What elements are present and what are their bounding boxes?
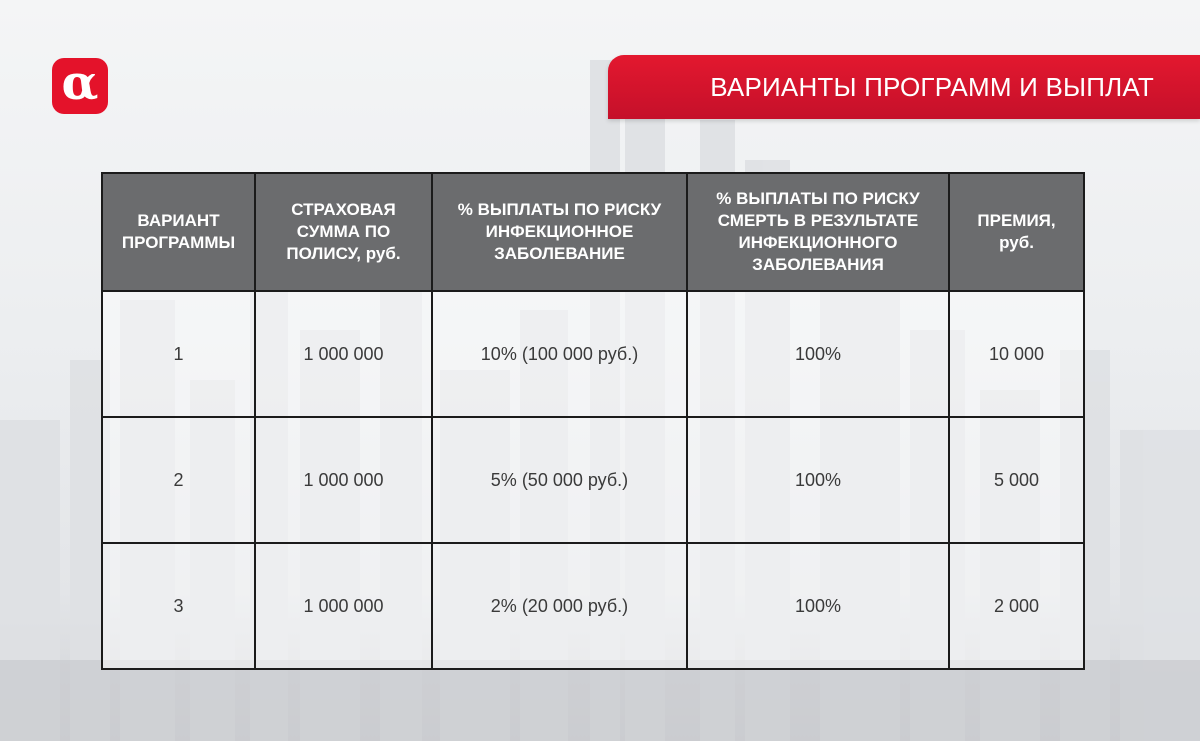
title-banner	[608, 55, 1200, 119]
header-premium: ПРЕМИЯ, руб.	[949, 173, 1084, 291]
table-row	[102, 417, 1084, 543]
cell-premium: 2 000	[949, 543, 1084, 669]
header-sum-insured: СТРАХОВАЯ СУММА ПО ПОЛИСУ, руб.	[255, 173, 432, 291]
cell-death-payout: 100%	[687, 543, 949, 669]
cell-premium: 5 000	[949, 417, 1084, 543]
cell-variant: 1	[102, 291, 255, 417]
header-infection-payout: % ВЫПЛАТЫ ПО РИСКУ ИНФЕКЦИОННОЕ ЗАБОЛЕВАНИЕ	[432, 173, 687, 291]
cell-death-payout: 100%	[687, 417, 949, 543]
header-death-payout: % ВЫПЛАТЫ ПО РИСКУ СМЕРТЬ В РЕЗУЛЬТАТЕ ИНФЕКЦИОННОГО ЗАБОЛЕВАНИЯ	[687, 173, 949, 291]
table-row	[102, 291, 1084, 417]
header-variant: ВАРИАНТ ПРОГРАММЫ	[102, 173, 255, 291]
cell-sum-insured: 1 000 000	[255, 543, 432, 669]
programs-table	[101, 172, 1085, 670]
cell-infection-payout: 2% (20 000 руб.)	[432, 543, 687, 669]
cell-sum-insured: 1 000 000	[255, 417, 432, 543]
alpha-logo-glyph: α	[61, 55, 99, 111]
cell-infection-payout: 10% (100 000 руб.)	[432, 291, 687, 417]
cell-sum-insured: 1 000 000	[255, 291, 432, 417]
cell-premium: 10 000	[949, 291, 1084, 417]
alfa-logo	[52, 55, 108, 114]
cell-variant: 3	[102, 543, 255, 669]
cell-variant: 2	[102, 417, 255, 543]
slide-title: ВАРИАНТЫ ПРОГРАММ И ВЫПЛАТ	[710, 71, 1154, 102]
cell-infection-payout: 5% (50 000 руб.)	[432, 417, 687, 543]
table-header-row	[102, 173, 1084, 291]
cell-death-payout: 100%	[687, 291, 949, 417]
table-row	[102, 543, 1084, 669]
